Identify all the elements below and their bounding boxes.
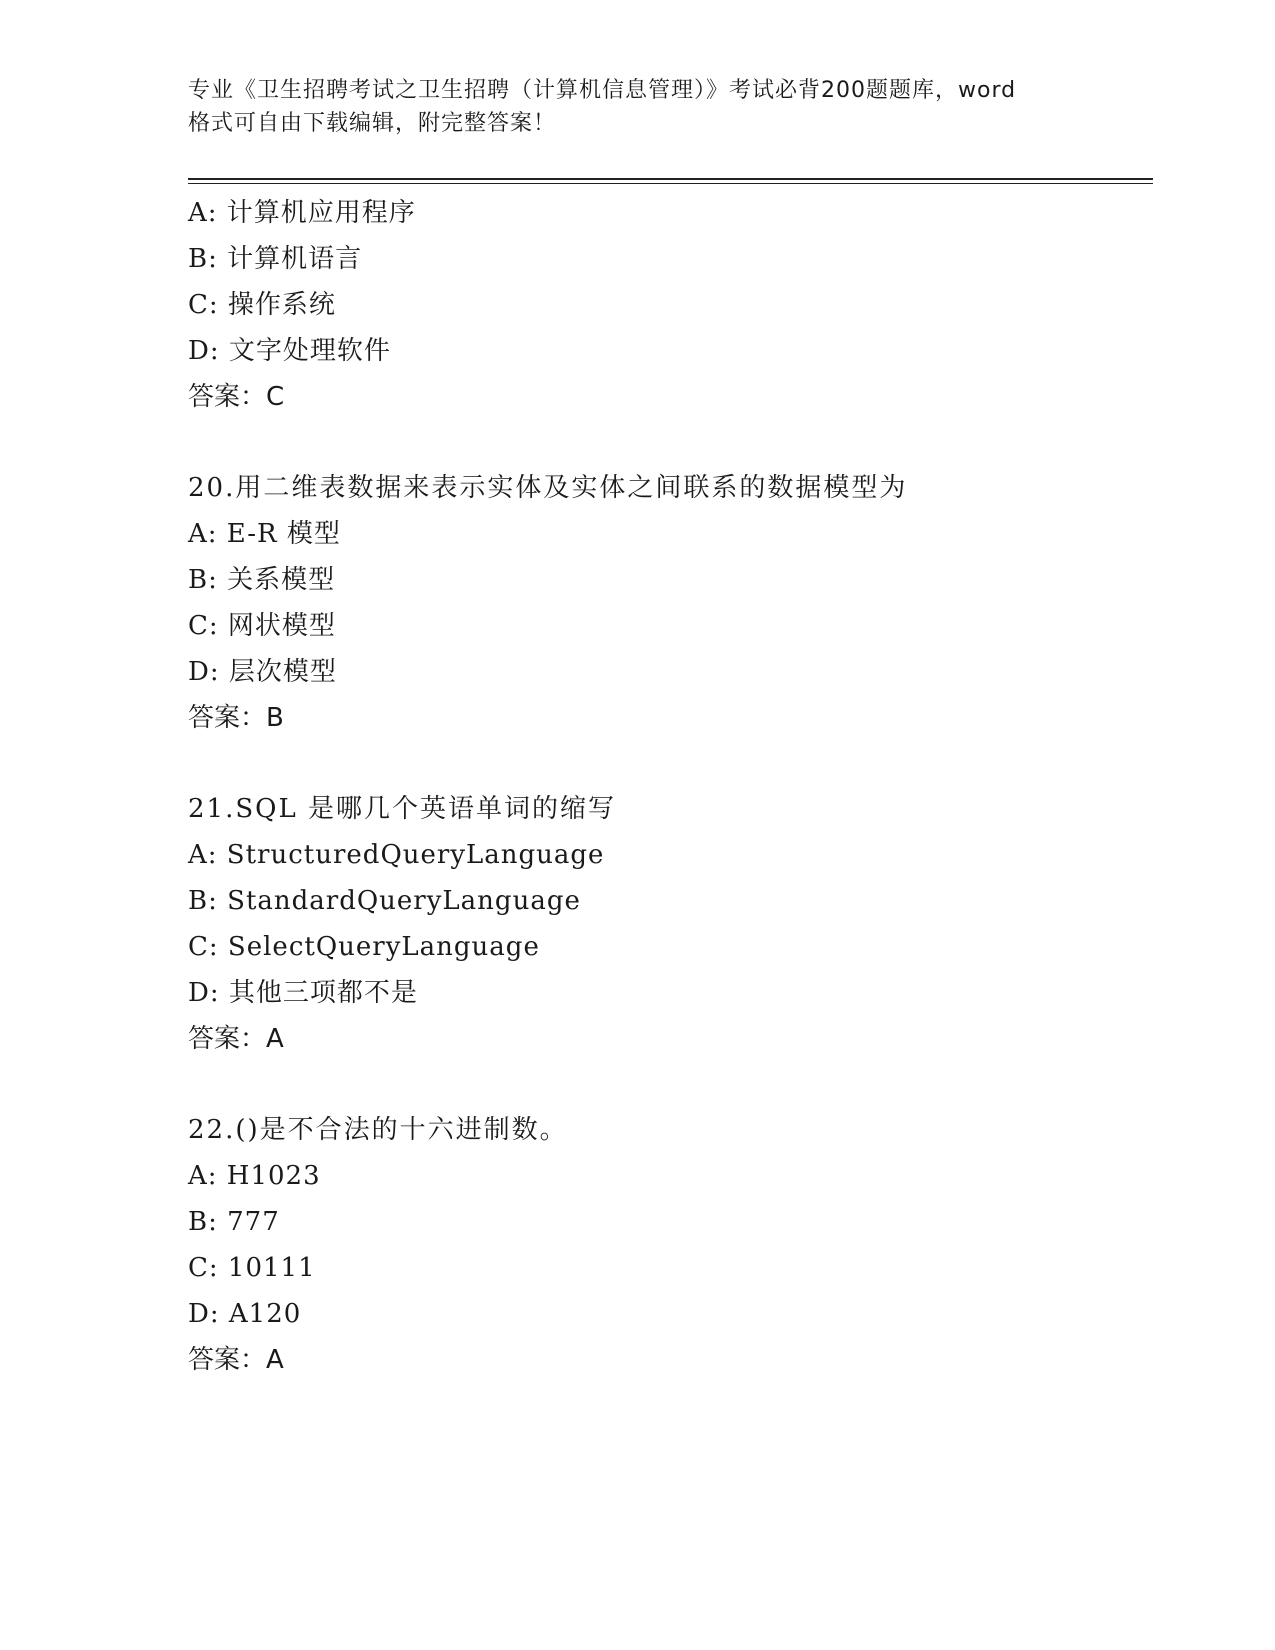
header-line-2: 格式可自由下载编辑，附完整答案！ bbox=[188, 111, 557, 136]
option-a: A: E-R 模型 bbox=[188, 519, 341, 549]
option-b: B: 关系模型 bbox=[188, 565, 336, 595]
question-title: 21.SQL 是哪几个英语单词的缩写 bbox=[188, 794, 617, 824]
question-20 bbox=[188, 465, 1153, 741]
option-a: A: H1023 bbox=[188, 1161, 321, 1191]
option-c: C: SelectQueryLanguage bbox=[188, 932, 540, 962]
option-d: D: 其他三项都不是 bbox=[188, 978, 418, 1008]
option-b: B: 计算机语言 bbox=[188, 244, 363, 274]
answer: 答案：C bbox=[188, 382, 285, 412]
answer: 答案：A bbox=[188, 1024, 284, 1054]
question-title: 20.用二维表数据来表示实体及实体之间联系的数据模型为 bbox=[188, 473, 908, 503]
header-divider bbox=[188, 178, 1153, 184]
option-d: D: A120 bbox=[188, 1299, 302, 1329]
question-19 bbox=[188, 190, 1153, 420]
option-a: A: StructuredQueryLanguage bbox=[188, 840, 605, 870]
answer: 答案：B bbox=[188, 703, 284, 733]
option-c: C: 网状模型 bbox=[188, 611, 336, 641]
option-c: C: 操作系统 bbox=[188, 290, 336, 320]
option-b: B: 777 bbox=[188, 1207, 280, 1237]
question-list bbox=[188, 190, 1153, 1383]
answer: 答案：A bbox=[188, 1345, 284, 1375]
question-22 bbox=[188, 1107, 1153, 1383]
option-d: D: 文字处理软件 bbox=[188, 336, 391, 366]
header-line-1: 专业《卫生招聘考试之卫生招聘（计算机信息管理）》考试必背200题题库，word bbox=[188, 78, 1017, 103]
document-header bbox=[188, 74, 1088, 140]
option-c: C: 10111 bbox=[188, 1253, 316, 1283]
option-d: D: 层次模型 bbox=[188, 657, 337, 687]
option-b: B: StandardQueryLanguage bbox=[188, 886, 581, 916]
option-a: A: 计算机应用程序 bbox=[188, 198, 416, 228]
question-21 bbox=[188, 786, 1153, 1062]
question-title: 22.()是不合法的十六进制数。 bbox=[188, 1115, 568, 1145]
